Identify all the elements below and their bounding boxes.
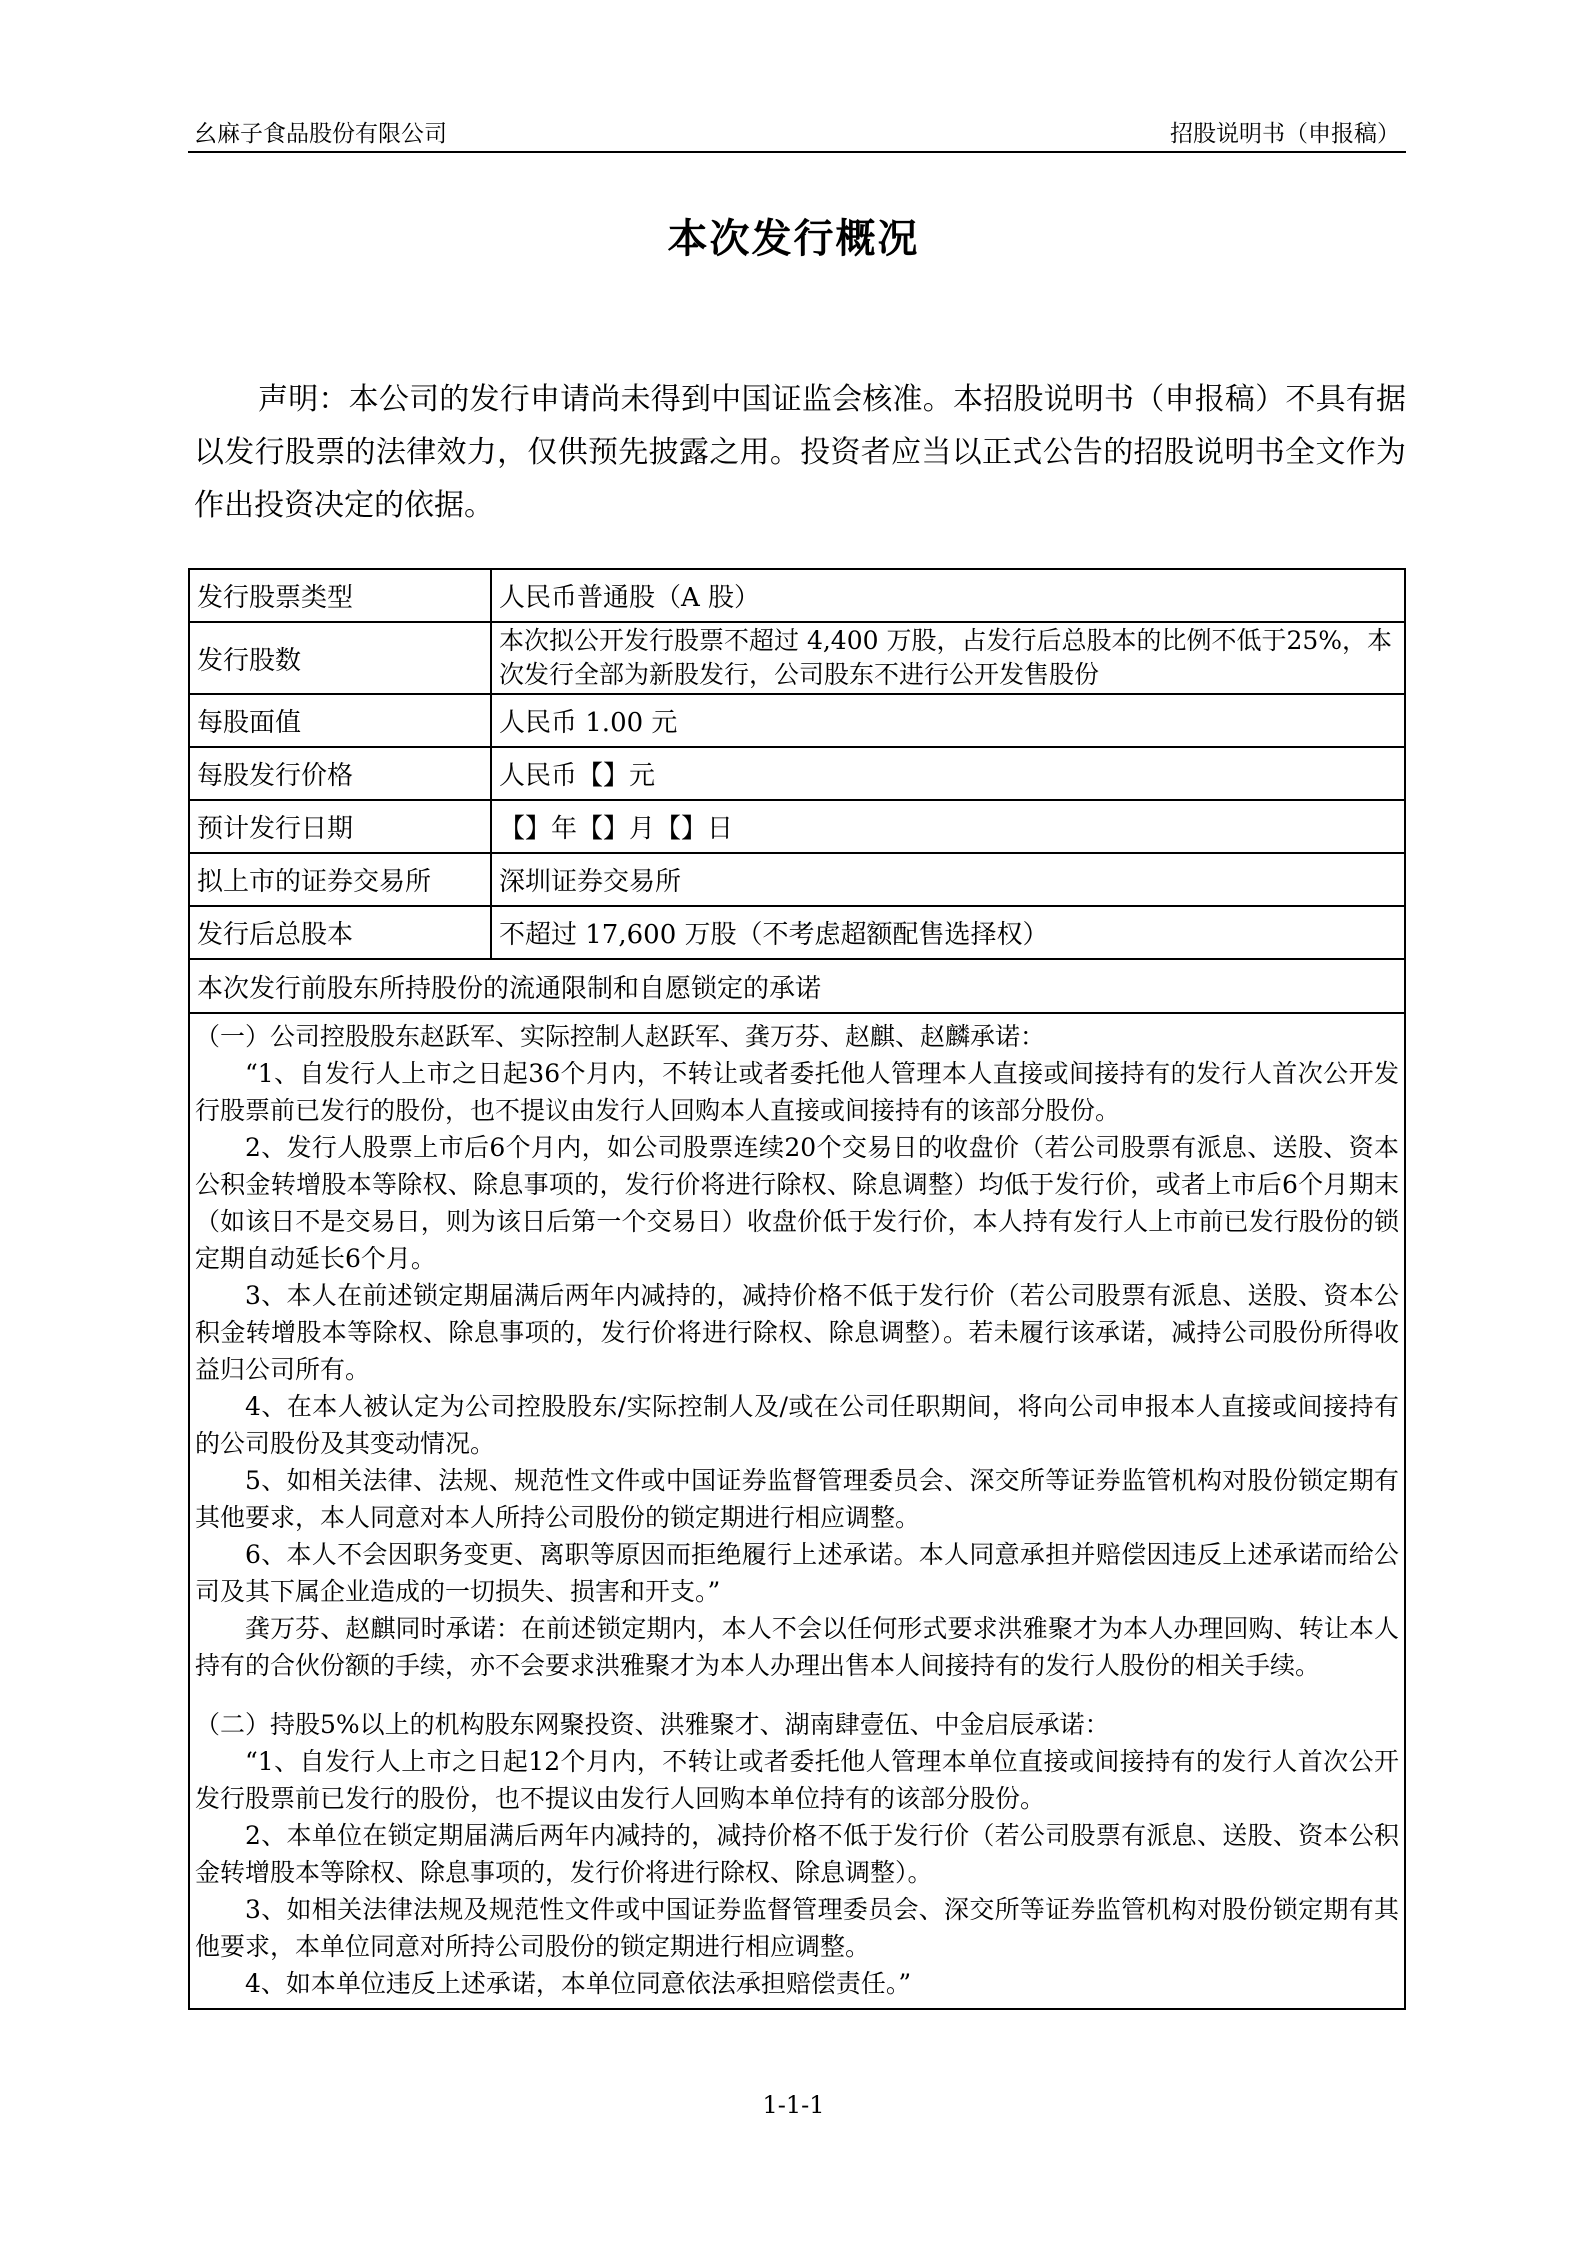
row-label: 发行股数 <box>189 622 491 694</box>
row-value: 【】年【】月【】日 <box>491 800 1405 853</box>
table-row <box>189 800 1405 853</box>
commitment-heading: 本次发行前股东所持股份的流通限制和自愿锁定的承诺 <box>189 959 1405 1013</box>
row-value: 人民币 1.00 元 <box>491 694 1405 747</box>
row-label: 预计发行日期 <box>189 800 491 853</box>
commitment-paragraph: 3、如相关法律法规及规范性文件或中国证券监督管理委员会、深交所等证券监管机构对股份锁定期有其他要求，本单位同意对所持公司股份的锁定期进行相应调整。 <box>195 1895 1399 1961</box>
row-label: 每股发行价格 <box>189 747 491 800</box>
commitment-paragraph: 2、发行人股票上市后6个月内，如公司股票连续20个交易日的收盘价（若公司股票有派息、送股、资本公积金转增股本等除权、除息事项的，发行价将进行除权、除息调整）均低于发行价，或者上市后6个月期末（如该日不是交易日，则为该日后第一个交易日）收盘价低于发行价，本人持有发行人上市前已发行股份的锁定期自动延长6个月。 <box>195 1133 1399 1273</box>
commitment-paragraph: 2、本单位在锁定期届满后两年内减持的，减持价格不低于发行价（若公司股票有派息、送股、资本公积金转增股本等除权、除息事项的，发行价将进行除权、除息调整）。 <box>195 1821 1399 1887</box>
commitment-body-row <box>189 1013 1405 2009</box>
section-spacer <box>195 1684 1399 1706</box>
offering-overview-table <box>188 568 1406 2010</box>
commitment-paragraph: 4、在本人被认定为公司控股股东/实际控制人及/或在公司任职期间，将向公司申报本人直接或间接持有的公司股份及其变动情况。 <box>195 1392 1399 1458</box>
row-value: 本次拟公开发行股票不超过 4,400 万股，占发行后总股本的比例不低于25%，本次发行全部为新股发行，公司股东不进行公开发售股份 <box>491 622 1405 694</box>
commitment-paragraph: 4、如本单位违反上述承诺，本单位同意依法承担赔偿责任。” <box>245 1969 912 1998</box>
table-row <box>189 569 1405 622</box>
page-title: 本次发行概况 <box>667 215 920 262</box>
commitment-paragraph: 6、本人不会因职务变更、离职等原因而拒绝履行上述承诺。本人同意承担并赔偿因违反上述承诺而给公司及其下属企业造成的一切损失、损害和开支。” <box>195 1540 1399 1606</box>
row-value: 不超过 17,600 万股（不考虑超额配售选择权） <box>491 906 1405 959</box>
row-label: 发行后总股本 <box>189 906 491 959</box>
disclaimer-statement: 声明：本公司的发行申请尚未得到中国证监会核准。本招股说明书（申报稿）不具有据以发行股票的法律效力，仅供预先披露之用。投资者应当以正式公告的招股说明书全文作为作出投资决定的依据。 <box>194 382 1406 523</box>
commitment-paragraph: 5、如相关法律、法规、规范性文件或中国证券监督管理委员会、深交所等证券监管机构对股份锁定期有其他要求，本人同意对本人所持公司股份的锁定期进行相应调整。 <box>195 1466 1399 1532</box>
table-row <box>189 694 1405 747</box>
page-header <box>188 113 1406 153</box>
table-row <box>189 622 1405 694</box>
row-label: 拟上市的证券交易所 <box>189 853 491 906</box>
page-number: 1-1-1 <box>762 2091 825 2119</box>
commitment-paragraph: “1、自发行人上市之日起36个月内，不转让或者委托他人管理本人直接或间接持有的发行人首次公开发行股票前已发行的股份，也不提议由发行人回购本人直接或间接持有的该部分股份。 <box>195 1059 1399 1125</box>
table-row <box>189 853 1405 906</box>
commitment-heading-row <box>189 959 1405 1013</box>
row-value: 人民币【】元 <box>491 747 1405 800</box>
commitment-paragraph: “1、自发行人上市之日起12个月内，不转让或者委托他人管理本单位直接或间接持有的发行人首次公开发行股票前已发行的股份，也不提议由发行人回购本单位持有的该部分股份。 <box>195 1747 1399 1813</box>
row-value: 深圳证券交易所 <box>491 853 1405 906</box>
header-document-type: 招股说明书（申报稿） <box>1170 121 1400 147</box>
commitment-paragraph: 龚万芬、赵麒同时承诺：在前述锁定期内，本人不会以任何形式要求洪雅聚才为本人办理回购、转让本人持有的合伙份额的手续，亦不会要求洪雅聚才为本人办理出售本人间接持有的发行人股份的相关手续。 <box>195 1614 1399 1680</box>
table-row <box>189 906 1405 959</box>
commitment-body <box>189 1013 1405 2009</box>
row-label: 每股面值 <box>189 694 491 747</box>
row-label: 发行股票类型 <box>189 569 491 622</box>
row-value: 人民币普通股（A 股） <box>491 569 1405 622</box>
table-row <box>189 747 1405 800</box>
section-heading: （二）持股5%以上的机构股东网聚投资、洪雅聚才、湖南肆壹伍、中金启辰承诺： <box>195 1710 1110 1739</box>
commitment-paragraph: 3、本人在前述锁定期届满后两年内减持的，减持价格不低于发行价（若公司股票有派息、送股、资本公积金转增股本等除权、除息事项的，发行价将进行除权、除息调整）。若未履行该承诺，减持公司股份所得收益归公司所有。 <box>195 1281 1399 1384</box>
header-company-name: 幺麻子食品股份有限公司 <box>194 121 447 147</box>
section-heading: （一）公司控股股东赵跃军、实际控制人赵跃军、龚万芬、赵麒、赵麟承诺： <box>195 1022 1046 1051</box>
